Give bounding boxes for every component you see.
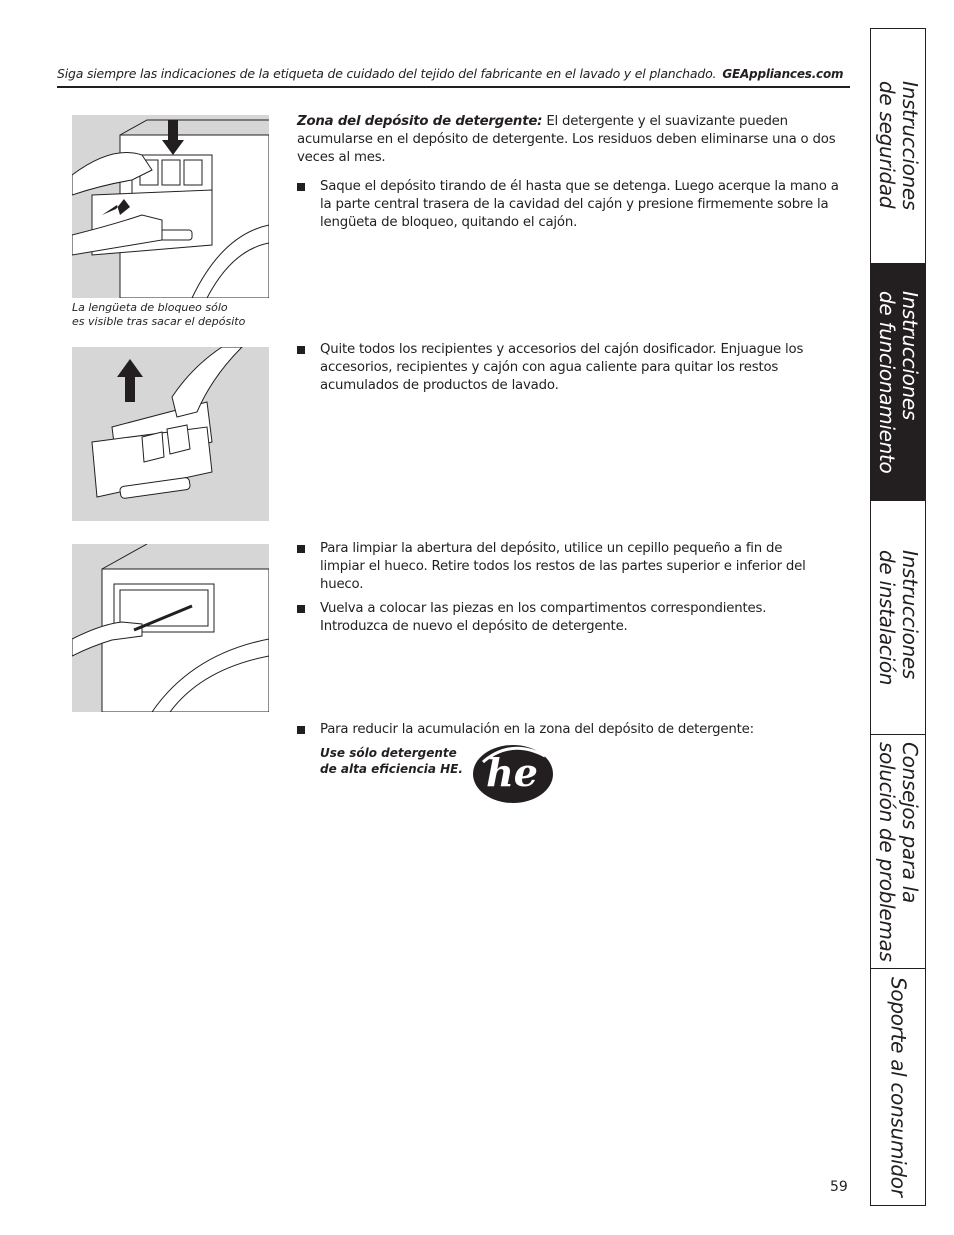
tab-label: Instrucciones de seguridad [875, 81, 922, 211]
bullet-item [297, 540, 827, 594]
he-note-line-1: Use sólo detergente [320, 746, 457, 760]
bullet-square-icon [297, 726, 305, 734]
tab-label: Consejos para la solución de problemas [875, 741, 922, 962]
bullet-text: Saque el depósito tirando de él hasta que se detenga. Luego acerque la mano a la parte central trasera de la cavidad del cajón y presione firmemente sobre la lengüeta de bloqueo, quitando el cajón. [320, 179, 839, 230]
figure-caption [72, 301, 245, 329]
he-note [320, 745, 463, 777]
illustration-remove-dispenser [72, 115, 269, 298]
bullet-text: Para reducir la acumulación en la zona del depósito de detergente: [320, 722, 754, 737]
caption-line-1: La lengüeta de bloqueo sólo [72, 301, 228, 314]
intro-title: Zona del depósito de detergente: [297, 114, 543, 129]
tab-seguridad[interactable] [871, 29, 925, 264]
tab-instalacion[interactable] [871, 501, 925, 735]
intro-paragraph [297, 113, 853, 167]
bullet-square-icon [297, 183, 305, 191]
step-4-section [297, 721, 837, 746]
figure-clean-opening [72, 544, 269, 712]
tab-funcionamiento[interactable] [871, 264, 925, 501]
bullet-text: Vuelva a colocar las piezas en los compartimentos correspondientes. Introduzca de nuevo el depósito de detergente. [320, 601, 767, 634]
bullet-text: Quite todos los recipientes y accesorios del cajón dosificador. Enjuague los accesorios, recipientes y cajón con agua caliente para quitar los restos acumulados de productos de lavado. [320, 342, 804, 393]
page-number: 59 [830, 1179, 848, 1195]
tab-label: Instrucciones de funcionamiento [875, 290, 922, 474]
tab-solucion-problemas[interactable] [871, 735, 925, 969]
page-header [57, 66, 850, 81]
figure-remove-dispenser [72, 115, 269, 298]
section-tabs [870, 28, 926, 1206]
illustration-clean-opening [72, 544, 269, 712]
bullet-item [297, 721, 837, 739]
caption-line-2: es visible tras sacar el depósito [72, 315, 246, 328]
bullet-square-icon [297, 346, 305, 354]
intro-section [297, 113, 853, 239]
step-2-section [297, 341, 842, 402]
he-logo-icon [471, 742, 555, 806]
tab-soporte-consumidor[interactable] [871, 969, 925, 1205]
bullet-item [297, 178, 853, 232]
intro-body: El detergente y el suavizante pueden acumularse en el depósito de detergente. Los residuos deben eliminarse una o dos veces al mes. [297, 114, 836, 165]
tab-label: Soporte al consumidor [886, 977, 911, 1197]
header-rule [57, 86, 850, 88]
header-site-link[interactable]: GEAppliances.com [722, 67, 844, 81]
figure-remove-containers [72, 347, 269, 521]
tab-label: Instrucciones de instalación [875, 549, 922, 686]
bullet-item [297, 600, 827, 636]
header-text: Siga siempre las indicaciones de la etiqueta de cuidado del tejido del fabricante en el lavado y el planchado. [57, 66, 717, 81]
step-3-section [297, 540, 827, 643]
bullet-square-icon [297, 605, 305, 613]
bullet-item [297, 341, 842, 395]
bullet-square-icon [297, 545, 305, 553]
illustration-remove-containers [72, 347, 269, 521]
he-note-line-2: de alta eficiencia HE. [320, 762, 463, 776]
he-logo-text: he [486, 750, 538, 795]
bullet-text: Para limpiar la abertura del depósito, utilice un cepillo pequeño a fin de limpiar el hueco. Retire todos los restos de las partes superior e inferior del hueco. [320, 541, 806, 592]
